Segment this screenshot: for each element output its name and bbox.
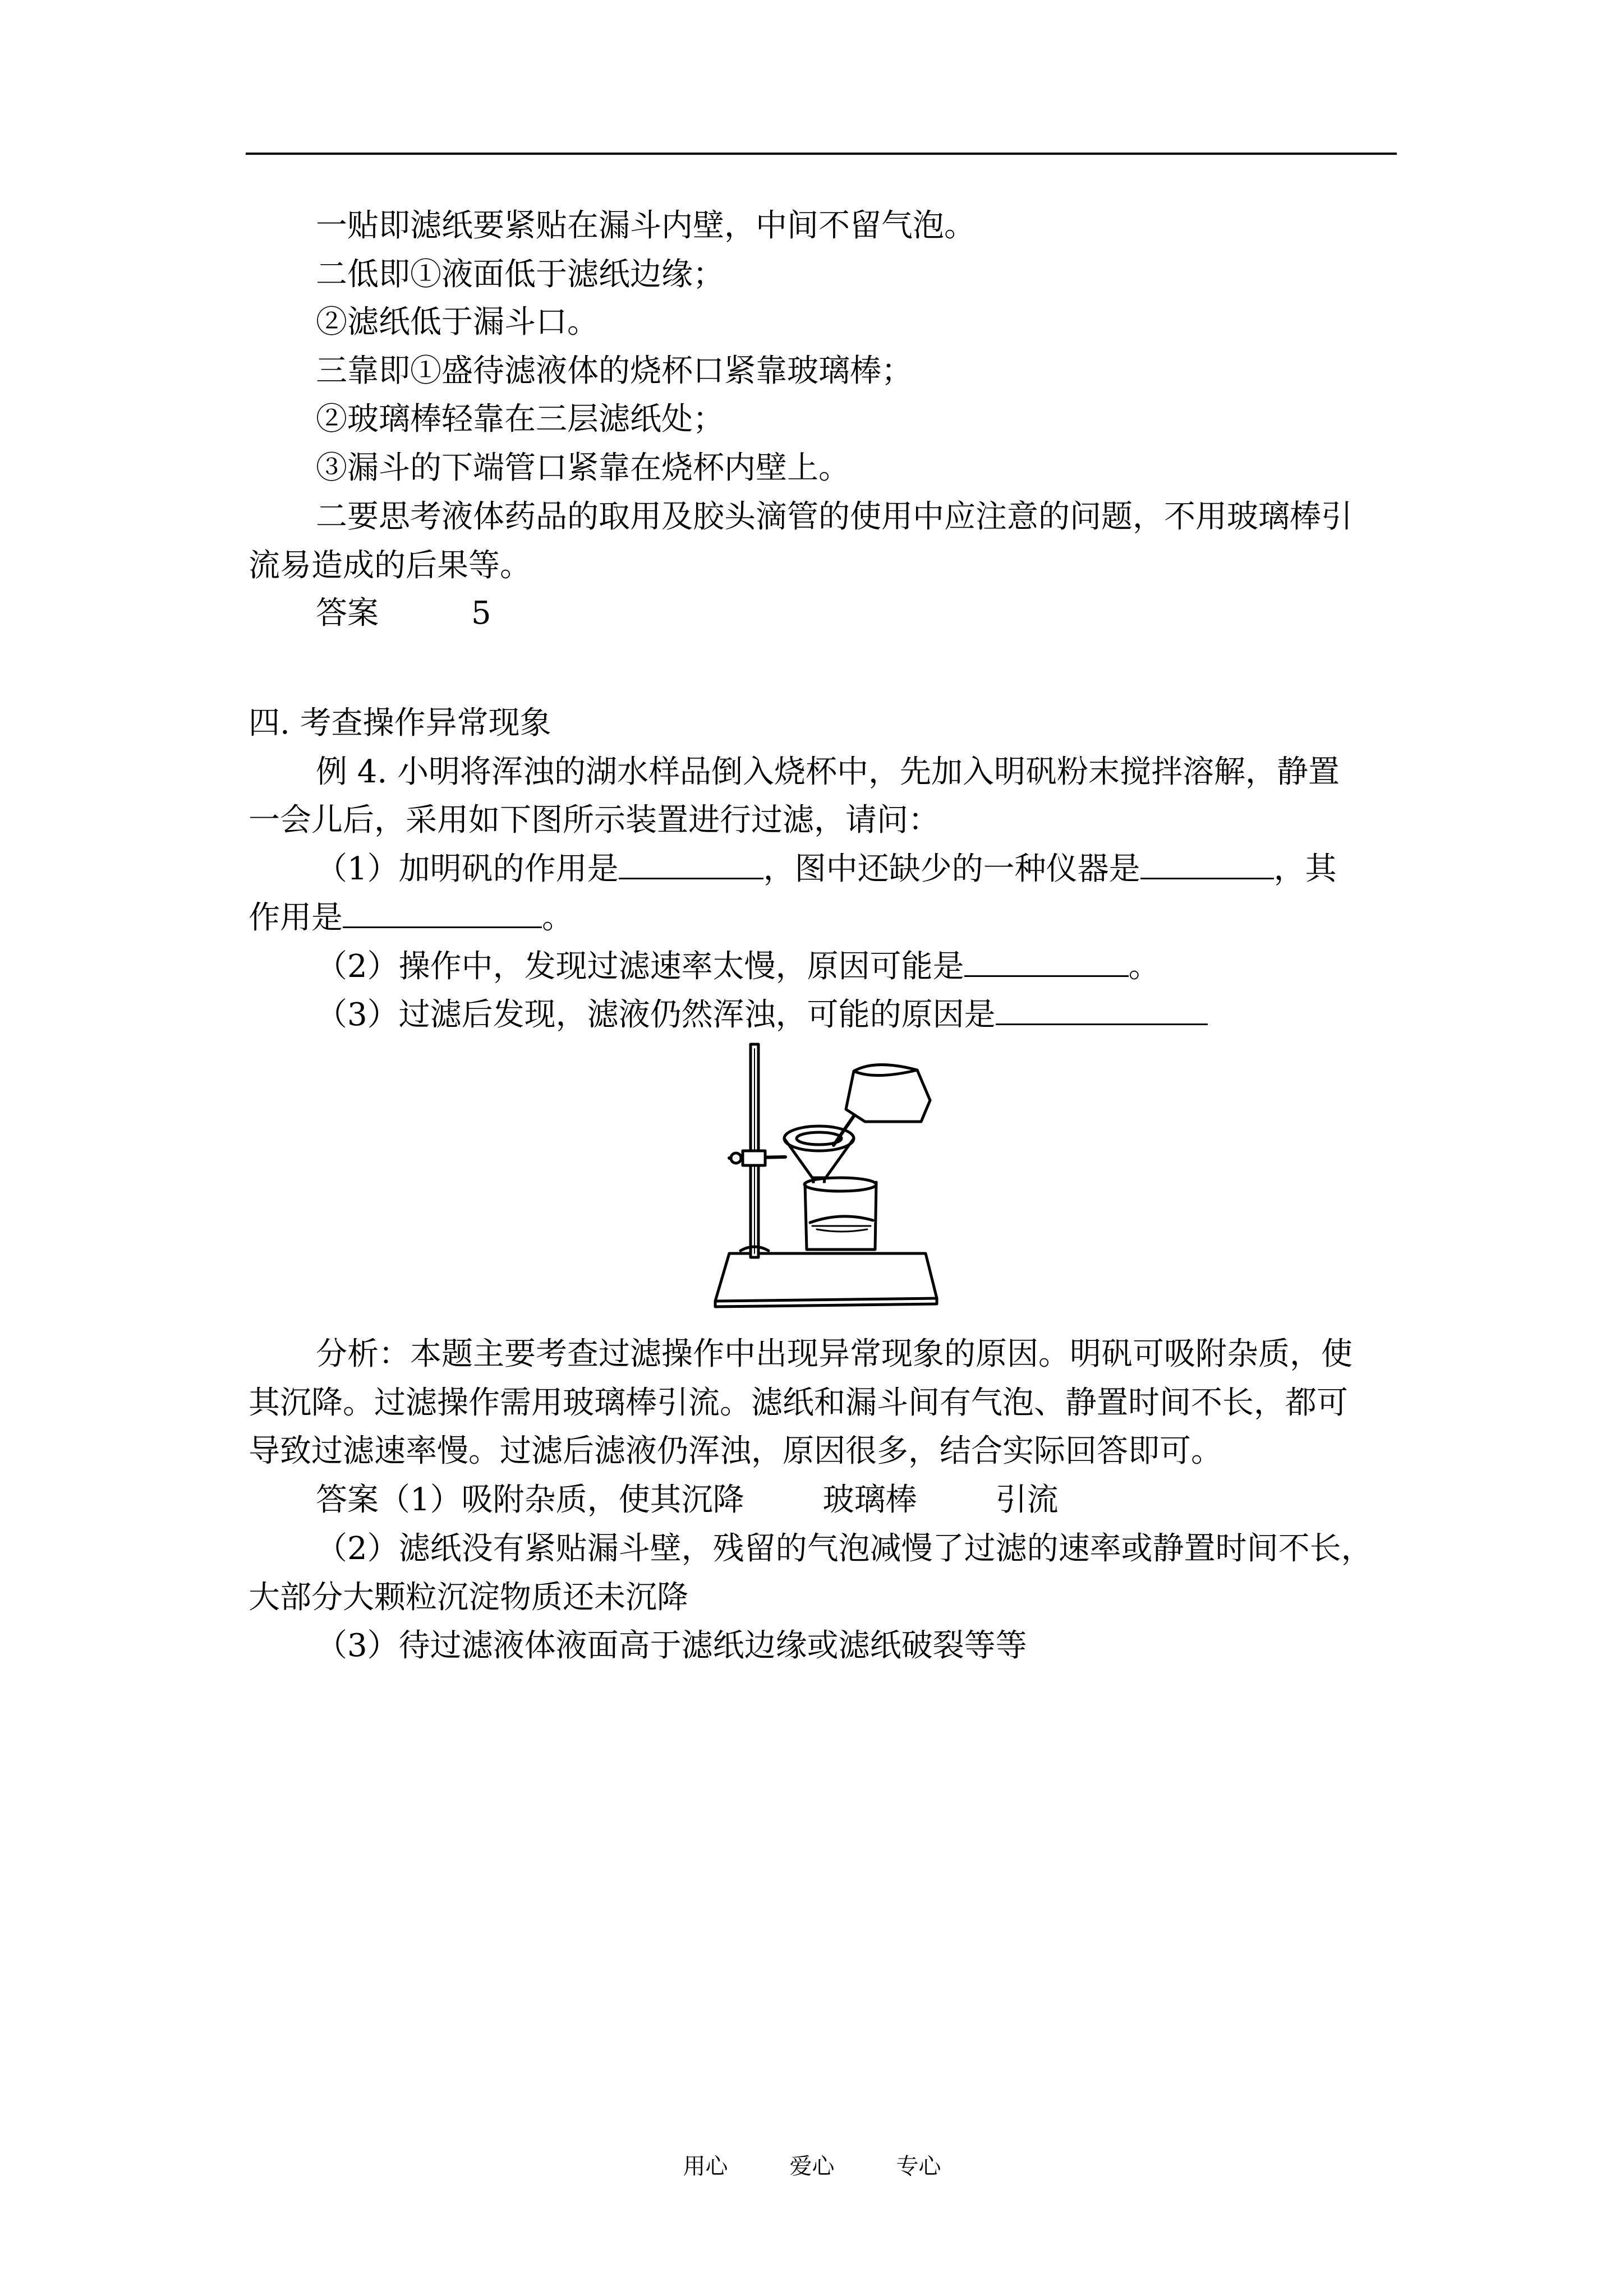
answer-2-line-1: （2）滤纸没有紧贴漏斗壁，残留的气泡减慢了过滤的速率或静置时间不长， [316,1530,1373,1567]
section-title: 四. 考查操作异常现象 [249,705,551,741]
analysis-line-2: 其沉降。过滤操作需用玻璃棒引流。滤纸和漏斗间有气泡、静置时间不长，都可 [249,1385,1348,1421]
note-line-1: 二要思考液体药品的取用及胶头滴管的使用中应注意的问题，不用玻璃棒引 [316,499,1352,535]
answer-2-line-2: 大部分大颗粒沉淀物质还未沉降 [249,1579,688,1616]
filtration-apparatus-figure [707,1038,942,1315]
analysis-line-1: 分析：本题主要考查过滤操作中出现异常现象的原因。明矾可吸附杂质，使 [316,1336,1352,1372]
question-1-blank-2[interactable] [1140,851,1274,879]
question-1-line-1 [316,850,1337,889]
example-line-1: 例 4. 小明将浑浊的湖水样品倒入烧杯中，先加入明矾粉末搅拌溶解，静置 [316,754,1340,790]
question-3-blank[interactable] [996,997,1208,1025]
intro-line-4: 三靠即①盛待滤液体的烧杯口紧靠玻璃棒； [316,353,913,389]
analysis-line-3: 导致过滤速率慢。过滤后滤液仍浑浊，原因很多，结合实际回答即可。 [249,1433,1222,1469]
answer-1-instrument: 玻璃棒 [822,1482,917,1518]
question-1-blank-3[interactable] [343,900,542,928]
question-1-text-e: 。 [542,900,573,936]
intro-line-3: ②滤纸低于漏斗口。 [316,304,599,340]
stand-base [715,1253,937,1301]
previous-answer-value: 5 [471,595,491,631]
question-1-line-2 [249,898,573,938]
header-rule [246,153,1397,155]
footer-middle: 爱心 [789,2154,835,2179]
question-2-text-a: （2）操作中，发现过滤速率太慢，原因可能是 [316,948,964,985]
footer-right: 专心 [896,2154,941,2179]
intro-line-6: ③漏斗的下端管口紧靠在烧杯内壁上。 [316,450,850,486]
intro-line-1: 一贴即滤纸要紧贴在漏斗内壁，中间不留气泡。 [316,208,976,244]
question-2 [316,947,1160,986]
example-line-2: 一会儿后，采用如下图所示装置进行过滤，请问： [249,802,940,838]
question-1-text-a: （1）加明矾的作用是 [316,851,619,887]
question-1-blank-1[interactable] [619,851,763,879]
previous-answer [316,594,491,633]
clamp [743,1151,765,1165]
intro-line-5: ②玻璃棒轻靠在三层滤纸处； [316,401,724,437]
question-1-text-b: ，图中还缺少的一种仪器是 [763,851,1140,887]
footer-left: 用心 [683,2154,728,2179]
intro-line-2: 二低即①液面低于滤纸边缘； [316,256,724,293]
question-2-text-b: 。 [1128,948,1160,985]
answer-label: 答案 [316,1482,379,1518]
question-3-text-a: （3）过滤后发现，滤液仍然浑浊，可能的原因是 [316,997,996,1033]
question-1-text-d: 作用是 [249,900,343,936]
question-1-text-c: ，其 [1273,851,1337,887]
question-3 [316,995,1208,1035]
answer-line-1 [316,1481,1059,1520]
note-line-2: 流易造成的后果等。 [249,547,531,584]
answer-1-use: 引流 [995,1482,1059,1518]
previous-answer-label: 答案 [316,595,379,631]
answer-1: （1）吸附杂质，使其沉降 [379,1482,744,1518]
answer-3: （3）待过滤液体液面高于滤纸边缘或滤纸破裂等等 [316,1628,1027,1664]
page-footer [0,2152,1624,2180]
question-2-blank[interactable] [964,948,1129,977]
